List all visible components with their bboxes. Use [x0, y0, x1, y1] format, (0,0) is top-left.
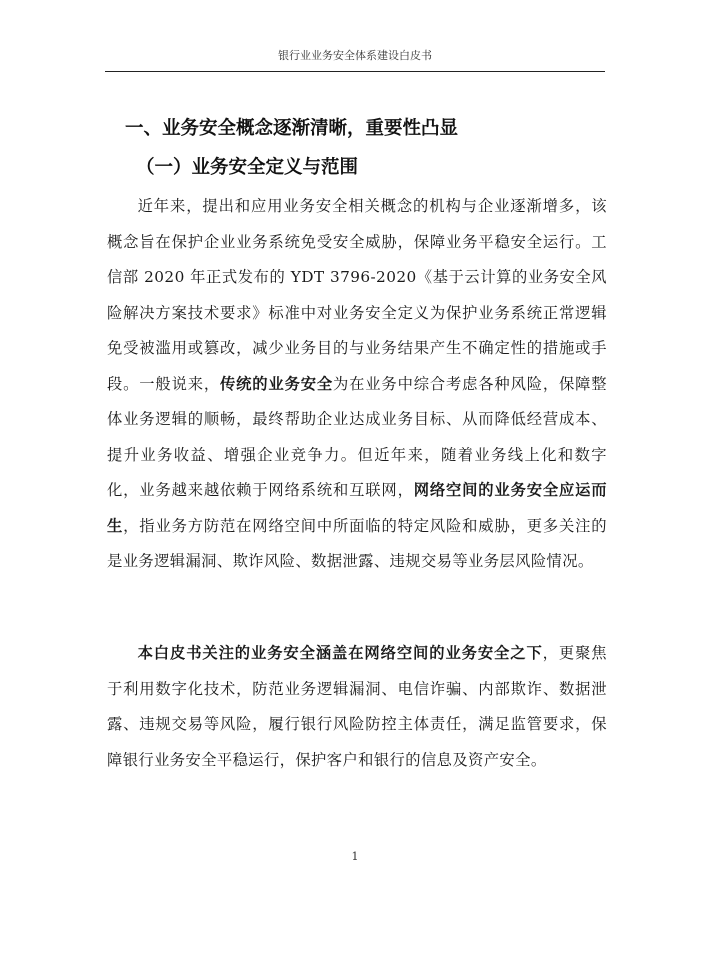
page-number: 1: [351, 850, 359, 863]
paragraph-1-text-a: 近年来，提出和应用业务安全相关概念的机构与企业逐渐增多，该概念旨在保护企业业务系统免受安全威胁，保障业务平稳安全运行。工信部 2020 年正式发布的 YDT 3796-2020《基于云计算的业务安全风险解决方案技术要求》标准中对业务安全定义为保护业务系统正常逻辑免受被滥用或篡改，减少业务目的与业务结果产生不确定性的措施或手段。一般说来，: [107, 197, 607, 393]
section-subheading: （一）业务安全定义与范围: [136, 157, 359, 178]
body-paragraph-2: [107, 636, 607, 778]
paragraph-2-text: ，更聚焦于利用数字化技术，防范业务逻辑漏洞、电信诈骗、内部欺诈、数据泄露、违规交易等风险，履行银行风险防控主体责任，满足监管要求，保障银行业务安全平稳运行，保护客户和银行的信息及资产安全。: [107, 644, 607, 769]
running-header: 银行业业务安全体系建设白皮书: [278, 49, 432, 62]
section-heading: 一、业务安全概念逐渐清晰，重要性凸显: [125, 118, 459, 139]
paragraph-2-bold: 本白皮书关注的业务安全涵盖在网络空间的业务安全之下: [137, 644, 543, 662]
paragraph-1-text-b: 为在业务中综合考虑各种风险，保障整体业务逻辑的顺畅，最终帮助企业达成业务目标、从而降低经营成本、提升业务收益、增强企业竞争力。但近年来，随着业务线上化和数字化，业务越来越依赖于网络系统和互联网，: [107, 374, 607, 499]
body-paragraph-1: [107, 189, 607, 580]
header-divider: [105, 71, 605, 72]
paragraph-1-bold-b: 网络空间的业务安全应运而生: [107, 481, 607, 535]
paragraph-1-bold-a: 传统的业务安全: [220, 374, 333, 393]
paragraph-1-text-c: ，指业务方防范在网络空间中所面临的特定风险和威胁，更多关注的是业务逻辑漏洞、欺诈风险、数据泄露、违规交易等业务层风险情况。: [107, 516, 607, 570]
